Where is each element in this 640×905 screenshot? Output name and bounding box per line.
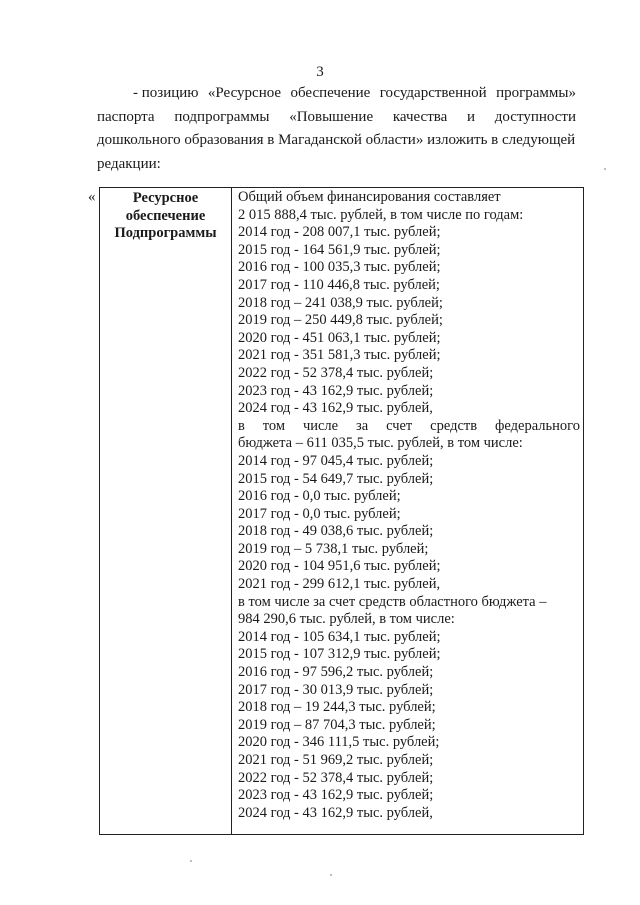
intro-line-3: дошкольного образования в Магаданской области» изложить в следующей	[97, 132, 576, 148]
funding-line: Общий объем финансирования составляет	[238, 189, 501, 205]
funding-line: 2021 год - 299 612,1 тыс. рублей,	[238, 576, 441, 593]
intro-word: «Повышение	[289, 108, 374, 125]
funding-line: 2017 год - 30 013,9 тыс. рублей;	[238, 681, 434, 698]
funding-line: 2016 год - 100 035,3 тыс. рублей;	[238, 259, 441, 276]
funding-line: 2015 год - 164 561,9 тыс. рублей;	[238, 241, 441, 258]
justified-word: за	[356, 417, 369, 434]
justified-word: федерального	[495, 417, 580, 434]
funding-line: бюджета – 611 035,5 тыс. рублей, в том числе:	[238, 435, 523, 452]
funding-line: 2014 год - 208 007,1 тыс. рублей;	[238, 224, 441, 241]
scan-speck	[330, 874, 332, 876]
justified-word: счет	[386, 417, 413, 434]
funding-line: 2020 год - 346 111,5 тыс. рублей;	[238, 734, 440, 751]
intro-word: доступности	[494, 108, 576, 125]
funding-line: 2017 год - 110 446,8 тыс. рублей;	[238, 276, 440, 293]
intro-word: программы»	[496, 85, 576, 101]
funding-line: 2022 год - 52 378,4 тыс. рублей;	[238, 769, 434, 786]
intro-word: государственной	[379, 85, 487, 101]
funding-line: 2014 год - 105 634,1 тыс. рублей;	[238, 628, 441, 645]
funding-line: 2023 год - 43 162,9 тыс. рублей;	[238, 787, 434, 804]
label-line: Ресурсное	[132, 190, 199, 206]
intro-paragraph	[97, 82, 576, 176]
funding-line: 2020 год - 104 951,6 тыс. рублей;	[238, 558, 441, 575]
funding-line: 2015 год - 107 312,9 тыс. рублей;	[238, 646, 441, 663]
page-number: 3	[316, 64, 324, 80]
intro-word: обеспечение	[290, 85, 371, 101]
intro-line-1	[97, 82, 576, 106]
intro-word: качества	[392, 108, 448, 125]
funding-line: в том числе за счет средств областного бюджета –	[238, 593, 547, 610]
resource-label-cell	[100, 188, 232, 835]
intro-line-2	[97, 106, 576, 130]
funding-line: 2024 год - 43 162,9 тыс. рублей,	[238, 804, 433, 821]
justified-word: в	[238, 417, 245, 434]
funding-line: 2016 год - 97 596,2 тыс. рублей;	[238, 664, 434, 681]
funding-line: 2018 год – 241 038,9 тыс. рублей;	[238, 294, 443, 311]
funding-content-cell	[232, 188, 584, 835]
funding-line: 2019 год – 250 449,8 тыс. рублей;	[238, 312, 443, 329]
intro-word: «Ресурсное	[207, 85, 282, 101]
scan-speck	[190, 860, 192, 862]
intro-word: паспорта	[97, 108, 155, 125]
funding-line: 2023 год - 43 162,9 тыс. рублей;	[238, 382, 434, 399]
funding-line: 2021 год - 51 969,2 тыс. рублей;	[238, 752, 434, 768]
funding-line: 2015 год - 54 649,7 тыс. рублей;	[238, 470, 434, 487]
resource-table	[99, 187, 584, 835]
funding-line: 2014 год - 97 045,4 тыс. рублей;	[238, 452, 434, 469]
funding-line: 2 015 888,4 тыс. рублей, в том числе по годам:	[238, 206, 524, 223]
justified-word: средств	[430, 417, 478, 434]
intro-line-4: редакции:	[97, 155, 161, 172]
funding-line-justified	[238, 418, 580, 436]
funding-line: 2019 год – 5 738,1 тыс. рублей;	[238, 540, 429, 557]
funding-line: 2021 год - 351 581,3 тыс. рублей;	[238, 347, 441, 364]
funding-line: 2018 год - 49 038,6 тыс. рублей;	[238, 523, 434, 540]
justified-word: том	[262, 417, 286, 434]
scan-speck	[604, 168, 606, 170]
funding-line: 2019 год – 87 704,3 тыс. рублей;	[238, 716, 436, 733]
funding-line: 984 290,6 тыс. рублей, в том числе:	[238, 611, 455, 628]
funding-line: 2022 год - 52 378,4 тыс. рублей;	[238, 364, 434, 381]
intro-word: и	[467, 108, 476, 125]
funding-line: 2024 год - 43 162,9 тыс. рублей,	[238, 400, 433, 417]
funding-line: 2018 год – 19 244,3 тыс. рублей;	[238, 699, 436, 716]
intro-word: - позицию	[133, 85, 199, 101]
opening-quote-mark: «	[88, 189, 96, 205]
funding-line: 2016 год - 0,0 тыс. рублей;	[238, 488, 401, 505]
justified-word: числе	[302, 417, 339, 434]
intro-word: подпрограммы	[174, 108, 270, 125]
label-line: Подпрограммы	[114, 225, 217, 242]
funding-line: 2020 год - 451 063,1 тыс. рублей;	[238, 329, 441, 346]
label-line: обеспечение	[125, 207, 206, 224]
funding-line: 2017 год - 0,0 тыс. рублей;	[238, 505, 401, 522]
